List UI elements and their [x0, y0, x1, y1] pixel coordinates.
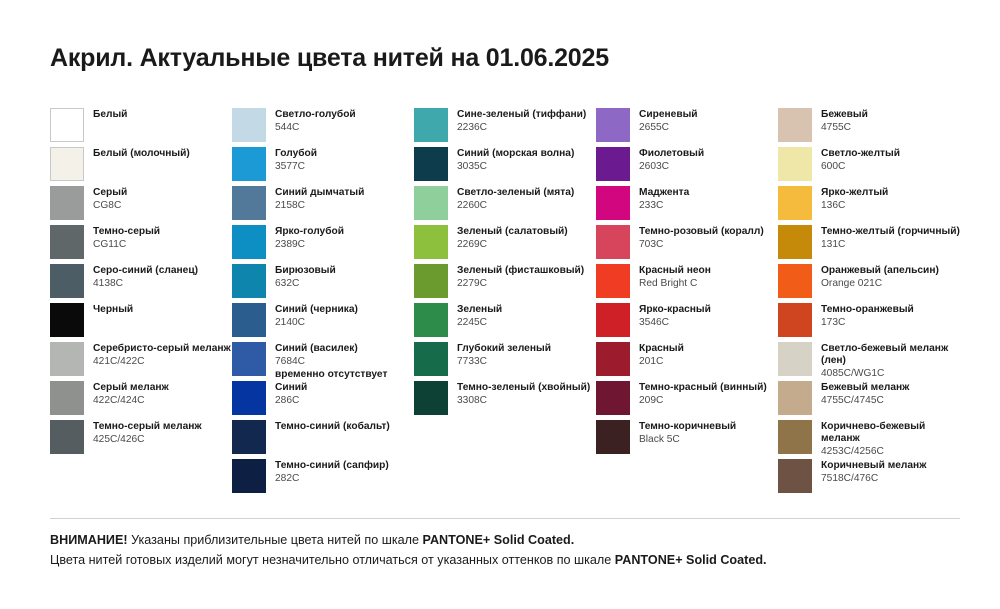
attention-label: ВНИМАНИЕ!	[50, 533, 128, 547]
swatch-text	[457, 186, 574, 212]
swatch-code: 703C	[639, 239, 664, 251]
swatch-item	[778, 186, 960, 225]
swatch-text	[93, 381, 169, 407]
color-swatch	[596, 303, 630, 337]
swatch-item	[778, 108, 960, 147]
swatch-name: Бирюзовый	[275, 265, 336, 276]
color-swatch	[232, 381, 266, 415]
swatch-name: Бежевый меланж	[821, 382, 910, 393]
swatch-text	[639, 225, 764, 251]
swatch-text	[639, 420, 736, 446]
swatch-text	[457, 108, 586, 134]
swatch-text	[639, 147, 704, 173]
swatch-item	[596, 342, 778, 381]
swatch-name: Темно-синий (кобальт)	[275, 421, 390, 432]
swatch-code: 286C	[275, 395, 300, 407]
swatch-name: Светло-желтый	[821, 148, 901, 159]
swatch-name: Коричнево-бежевый меланж	[821, 421, 926, 445]
swatch-text	[821, 186, 888, 212]
swatch-text	[457, 264, 584, 290]
color-swatch	[596, 108, 630, 142]
swatch-item	[778, 303, 960, 342]
color-swatch	[596, 342, 630, 376]
swatch-text	[821, 108, 868, 134]
color-swatch	[414, 342, 448, 376]
color-swatch	[50, 420, 84, 454]
swatch-item	[50, 108, 232, 147]
swatch-text	[639, 264, 711, 290]
swatch-item	[232, 381, 414, 420]
swatch-item	[50, 264, 232, 303]
swatch-item	[414, 108, 596, 147]
swatch-name: Черный	[93, 304, 134, 315]
color-swatch	[596, 420, 630, 454]
swatch-code: 4138C	[93, 278, 124, 290]
swatch-item	[778, 381, 960, 420]
color-swatch	[232, 342, 266, 376]
swatch-columns	[50, 108, 960, 498]
swatch-note: временно отсутствует	[275, 369, 388, 381]
color-swatch	[778, 186, 812, 220]
swatch-text	[639, 186, 689, 212]
swatch-text	[275, 147, 317, 173]
swatch-code: 136C	[821, 200, 846, 212]
swatch-code: 2140C	[275, 317, 306, 329]
swatch-text	[639, 108, 698, 134]
swatch-column-1	[50, 108, 232, 498]
swatch-name: Синий (черника)	[275, 304, 358, 315]
footer-line-2	[50, 551, 960, 571]
swatch-item	[232, 225, 414, 264]
swatch-text	[457, 381, 590, 407]
swatch-name: Голубой	[275, 148, 318, 159]
swatch-item	[232, 108, 414, 147]
swatch-name: Серебристо-серый меланж	[93, 343, 231, 354]
swatch-text	[821, 264, 939, 290]
swatch-code: 2389C	[275, 239, 306, 251]
color-swatch	[596, 264, 630, 298]
swatch-text	[457, 303, 502, 329]
swatch-name: Темно-синий (сапфир)	[275, 460, 389, 471]
swatch-text	[93, 186, 127, 212]
swatch-item	[778, 264, 960, 303]
color-swatch	[50, 108, 84, 142]
swatch-code: 4755C	[821, 122, 852, 134]
swatch-code: 2655C	[639, 122, 670, 134]
swatch-text	[821, 303, 914, 329]
color-swatch	[414, 381, 448, 415]
color-swatch	[232, 147, 266, 181]
footer-line-1-text: Указаны приблизительные цвета нитей по шкале	[127, 533, 423, 547]
swatch-item	[414, 264, 596, 303]
swatch-text	[821, 225, 960, 251]
swatch-code: 7733C	[457, 356, 488, 368]
swatch-item	[50, 186, 232, 225]
color-swatch	[778, 225, 812, 259]
swatch-name: Темно-серый	[93, 226, 161, 237]
swatch-text	[93, 342, 231, 368]
swatch-name: Ярко-голубой	[275, 226, 344, 237]
color-swatch	[232, 264, 266, 298]
color-swatch	[232, 225, 266, 259]
swatch-name: Синий (василек)	[275, 343, 358, 354]
swatch-code: 632C	[275, 278, 300, 290]
swatch-code: Red Bright C	[639, 278, 698, 290]
swatch-text	[275, 381, 307, 407]
swatch-name: Сине-зеленый (тиффани)	[457, 109, 587, 120]
swatch-name: Темно-красный (винный)	[639, 382, 767, 393]
swatch-name: Синий дымчатый	[275, 187, 365, 198]
swatch-text	[821, 381, 909, 407]
swatch-item	[414, 147, 596, 186]
color-swatch	[778, 264, 812, 298]
swatch-code: 425C/426C	[93, 434, 145, 446]
swatch-name: Фиолетовый	[639, 148, 705, 159]
swatch-code: 4253C/4256C	[821, 446, 884, 458]
swatch-item	[596, 303, 778, 342]
swatch-code: 544C	[275, 122, 300, 134]
color-swatch	[50, 186, 84, 220]
swatch-name: Темно-коричневый	[639, 421, 737, 432]
color-swatch	[596, 225, 630, 259]
swatch-text	[275, 303, 358, 329]
swatch-name: Темно-серый меланж	[93, 421, 202, 432]
swatch-name: Синий	[275, 382, 308, 393]
swatch-name: Синий (морская волна)	[457, 148, 575, 159]
swatch-text	[93, 420, 202, 446]
color-swatch	[596, 147, 630, 181]
swatch-code: 7518C/476C	[821, 473, 879, 485]
swatch-text	[93, 303, 133, 317]
swatch-text	[275, 264, 336, 290]
swatch-item	[50, 225, 232, 264]
swatch-name: Серый	[93, 187, 128, 198]
swatch-text	[275, 459, 389, 485]
swatch-name: Оранжевый (апельсин)	[821, 265, 939, 276]
color-swatch	[778, 303, 812, 337]
swatch-item	[778, 147, 960, 186]
swatch-code: 201C	[639, 356, 664, 368]
color-swatch	[50, 147, 84, 181]
swatch-name: Ярко-желтый	[821, 187, 889, 198]
color-swatch	[50, 264, 84, 298]
swatch-code: 2236C	[457, 122, 488, 134]
swatch-name: Красный	[639, 343, 684, 354]
swatch-text	[821, 342, 960, 380]
swatch-item	[596, 264, 778, 303]
color-swatch	[778, 381, 812, 415]
swatch-name: Белый	[93, 109, 128, 120]
swatch-code: 2603C	[639, 161, 670, 173]
swatch-name: Красный неон	[639, 265, 711, 276]
swatch-name: Бежевый	[821, 109, 868, 120]
swatch-name: Зеленый	[457, 304, 503, 315]
swatch-name: Серый меланж	[93, 382, 169, 393]
swatch-text	[821, 147, 900, 173]
color-swatch	[414, 225, 448, 259]
swatch-code: 422C/424C	[93, 395, 145, 407]
swatch-item	[596, 108, 778, 147]
swatch-item	[596, 381, 778, 420]
swatch-code: 4755C/4745C	[821, 395, 884, 407]
swatch-item	[414, 225, 596, 264]
swatch-text	[93, 264, 198, 290]
color-swatch	[596, 186, 630, 220]
swatch-item	[778, 342, 960, 381]
color-swatch	[778, 420, 812, 454]
swatch-name: Светло-бежевый меланж (лен)	[821, 343, 949, 367]
swatch-item	[596, 186, 778, 225]
swatch-code: 131C	[821, 239, 846, 251]
color-swatch	[232, 459, 266, 493]
swatch-item	[232, 264, 414, 303]
swatch-name: Маджента	[639, 187, 690, 198]
swatch-code: 2269C	[457, 239, 488, 251]
color-swatch	[414, 108, 448, 142]
swatch-text	[93, 147, 190, 161]
swatch-code: CG8C	[93, 200, 122, 212]
swatch-code: 2260C	[457, 200, 488, 212]
swatch-code: 600C	[821, 161, 846, 173]
swatch-code: 3546C	[639, 317, 670, 329]
swatch-code: 4085C/WG1C	[821, 368, 885, 380]
swatch-code: 209C	[639, 395, 664, 407]
swatch-text	[639, 303, 711, 329]
swatch-column-4	[596, 108, 778, 498]
color-swatch	[232, 303, 266, 337]
swatch-code: 2279C	[457, 278, 488, 290]
swatch-item	[596, 420, 778, 459]
swatch-item	[778, 459, 960, 498]
color-swatch	[50, 381, 84, 415]
swatch-text	[457, 147, 574, 173]
swatch-name: Зеленый (фисташковый)	[457, 265, 585, 276]
swatch-item	[232, 459, 414, 498]
footer-line-1	[50, 531, 960, 551]
swatch-item	[596, 147, 778, 186]
swatch-text	[821, 459, 926, 485]
swatch-item	[778, 420, 960, 459]
color-swatch	[778, 459, 812, 493]
swatch-text	[275, 342, 387, 381]
color-swatch	[232, 420, 266, 454]
swatch-code: 173C	[821, 317, 846, 329]
swatch-text	[275, 108, 356, 134]
swatch-text	[93, 108, 127, 122]
color-swatch	[414, 186, 448, 220]
color-swatch	[778, 108, 812, 142]
swatch-item	[232, 342, 414, 381]
swatch-item	[232, 420, 414, 459]
swatch-name: Светло-зеленый (мята)	[457, 187, 575, 198]
color-swatch	[414, 303, 448, 337]
swatch-item	[414, 186, 596, 225]
swatch-name: Глубокий зеленый	[457, 343, 551, 354]
swatch-text	[457, 342, 551, 368]
swatch-item	[50, 147, 232, 186]
swatch-code: 3577C	[275, 161, 306, 173]
swatch-name: Серо-синий (сланец)	[93, 265, 198, 276]
color-swatch	[50, 225, 84, 259]
swatch-item	[50, 303, 232, 342]
swatch-name: Ярко-красный	[639, 304, 711, 315]
swatch-item	[414, 303, 596, 342]
swatch-item	[414, 342, 596, 381]
swatch-text	[639, 381, 767, 407]
swatch-name: Темно-оранжевый	[821, 304, 914, 315]
swatch-text	[93, 225, 160, 251]
footer-divider	[50, 518, 960, 519]
swatch-code: 233C	[639, 200, 664, 212]
swatch-text	[821, 420, 960, 458]
color-swatch	[414, 264, 448, 298]
swatch-name: Белый (молочный)	[93, 148, 190, 159]
color-swatch	[232, 186, 266, 220]
swatch-column-5	[778, 108, 960, 498]
swatch-code: Black 5C	[639, 434, 680, 446]
swatch-code: CG11C	[93, 239, 127, 251]
swatch-name: Темно-розовый (коралл)	[639, 226, 764, 237]
swatch-column-3	[414, 108, 596, 498]
swatch-text	[275, 186, 364, 212]
swatch-code: Orange 021C	[821, 278, 883, 290]
color-swatch	[778, 147, 812, 181]
color-swatch	[596, 381, 630, 415]
swatch-item	[596, 225, 778, 264]
color-swatch	[232, 108, 266, 142]
pantone-label-1: PANTONE+ Solid Coated.	[422, 533, 575, 547]
swatch-item	[50, 420, 232, 459]
color-swatch	[778, 342, 812, 376]
footer-note	[50, 518, 960, 570]
swatch-name: Сиреневый	[639, 109, 698, 120]
swatch-item	[414, 381, 596, 420]
swatch-code: 2245C	[457, 317, 488, 329]
swatch-text	[275, 420, 390, 434]
swatch-name: Темно-зеленый (хвойный)	[457, 382, 591, 393]
swatch-item	[50, 381, 232, 420]
swatch-item	[232, 147, 414, 186]
color-swatch	[414, 147, 448, 181]
page-title: Акрил. Актуальные цвета нитей на 01.06.2025	[50, 44, 609, 72]
swatch-item	[232, 186, 414, 225]
swatch-code: 3035C	[457, 161, 488, 173]
swatch-name: Зеленый (салатовый)	[457, 226, 568, 237]
swatch-text	[457, 225, 568, 251]
swatch-code: 3308C	[457, 395, 488, 407]
swatch-code: 282C	[275, 473, 300, 485]
swatch-text	[275, 225, 344, 251]
swatch-column-2	[232, 108, 414, 498]
pantone-label-2: PANTONE+ Solid Coated.	[614, 552, 767, 567]
swatch-item	[778, 225, 960, 264]
swatch-item	[232, 303, 414, 342]
swatch-name: Темно-желтый (горчичный)	[821, 226, 960, 237]
swatch-name: Коричневый меланж	[821, 460, 927, 471]
swatch-code: 7684C	[275, 356, 306, 368]
swatch-item	[50, 342, 232, 381]
footer-line-2-text: Цвета нитей готовых изделий могут незначительно отличаться от указанных оттенков по шкале	[50, 552, 615, 567]
color-swatch	[50, 303, 84, 337]
swatch-name: Светло-голубой	[275, 109, 356, 120]
swatch-code: 421C/422C	[93, 356, 145, 368]
swatch-code: 2158C	[275, 200, 306, 212]
swatch-text	[639, 342, 684, 368]
color-swatch	[50, 342, 84, 376]
